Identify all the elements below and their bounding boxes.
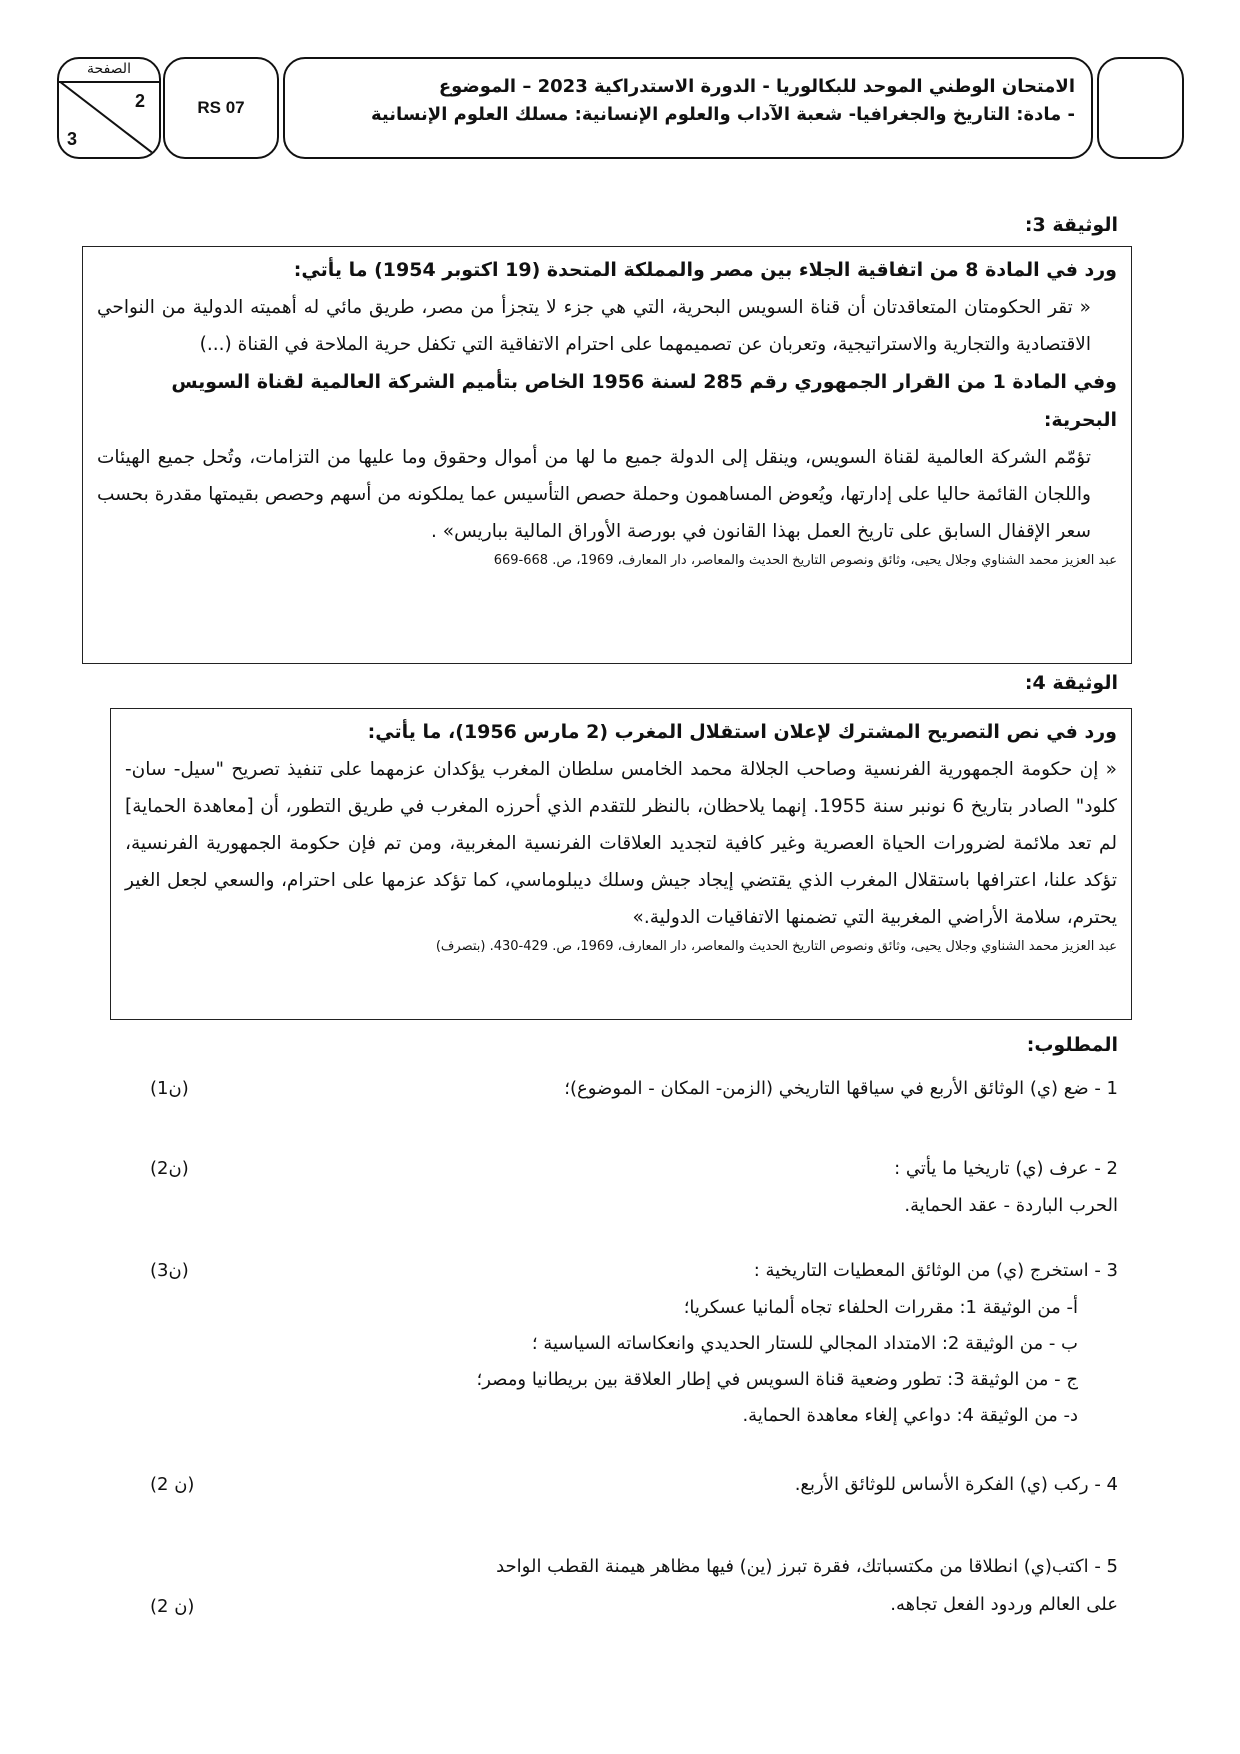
doc3-label: الوثيقة 3: <box>1024 214 1118 236</box>
task-5 <box>120 1548 1118 1624</box>
task-1 <box>120 1070 1118 1108</box>
task-4-points: (2 ن) <box>150 1474 195 1495</box>
task-3-item-b: ب - من الوثيقة 2: الامتداد المجالي للستار الحديدي وانعكاساته السياسية ؛ <box>531 1333 1078 1354</box>
doc4-frame <box>110 708 1132 1020</box>
task-3-points: (3ن) <box>150 1260 189 1281</box>
exam-title-line1: الامتحان الوطني الموحد للبكالوريا - الدورة الاستدراكية 2023 – الموضوع <box>438 76 1075 97</box>
exam-title-line2: - مادة: التاريخ والجغرافيا- شعبة الآداب والعلوم الإنسانية: مسلك العلوم الإنسانية <box>370 104 1075 125</box>
doc4-quote: « إن حكومة الجمهورية الفرنسية وصاحب الجلالة محمد الخامس سلطان المغرب يؤكدان عزمهما على تنفيذ تصريح "سيل- سان- كلود" الصادر بتاريخ 6 نونبر سنة 1955. إنهما يلاحظان، بالنظر للتقدم الذي أحرزه المغرب في طريق التطور، أن [معاهدة الحماية] لم تعد ملائمة لضرورات الحياة العصرية وغير كافية لتجديد العلاقات الفرنسية المغربية، ومن تم فإن حكومة الجمهورية الفرنسية، تؤكد علنا، اعترافها باستقلال المغرب الذي يقتضي إيجاد جيش وسلك ديبلوماسي، كما تؤكد عزمها على احترام، والسعي لجعل الغير يحترم، سلامة الأراضي المغربية التي تضمنها الاتفاقيات الدولية.» <box>125 759 1117 928</box>
task-3-item-c: ج - من الوثيقة 3: تطور وضعية قناة السويس في إطار العلاقة بين بريطانيا ومصر؛ <box>476 1369 1078 1390</box>
task-5-points: (2 ن) <box>150 1596 195 1617</box>
task-2-text: 2 - عرف (ي) تاريخيا ما يأتي : <box>894 1158 1118 1179</box>
doc3-quote2: تؤمّم الشركة العالمية لقناة السويس، وينقل إلى الدولة جميع ما لها من أموال وحقوق وما عليها من التزامات، وتُحل جميع الهيئات واللجان القائمة حاليا على إدارتها، ويُعوض المساهمون وحملة حصص التأسيس عما يملكونه من أسهم وحصص بقيمتها مقدرة بحسب سعر الإقفال السابق على تاريخ العمل بهذا القانون في بورصة الأوراق المالية بباريس» . <box>97 447 1091 542</box>
task-2-points: (2ن) <box>150 1158 189 1179</box>
doc3-quote1: « تقر الحكومتان المتعاقدتان أن قناة السويس البحرية، التي هي جزء لا يتجزأ من مصر، طريق مائي له أهميته الدولية من النواحي الاقتصادية والتجارية والاستراتيجية، وتعربان عن تصميمهما على احترام الاتفاقية التي تكفل حرية الملاحة في القناة (...) <box>97 297 1091 355</box>
page-current: 2 <box>135 91 146 111</box>
doc4-label: الوثيقة 4: <box>1024 672 1118 694</box>
task-1-points: (1ن) <box>150 1078 189 1099</box>
tasks-heading: المطلوب: <box>1026 1034 1118 1056</box>
doc3-frame <box>82 246 1132 664</box>
page-label: الصفحة <box>59 59 159 83</box>
page-number-box <box>57 57 161 159</box>
doc4-source: عبد العزيز محمد الشناوي وجلال يحيى، وثائق ونصوص التاريخ الحديث والمعاصر، دار المعارف، 1969، ص. 429-430. (بتصرف) <box>435 939 1117 954</box>
doc4-intro: ورد في نص التصريح المشترك لإعلان استقلال المغرب (2 مارس 1956)، ما يأتي: <box>367 721 1117 743</box>
exam-code: RS 07 <box>163 57 279 159</box>
blank-header-box <box>1097 57 1184 159</box>
doc3-source: عبد العزيز محمد الشناوي وجلال يحيى، وثائق ونصوص التاريخ الحديث والمعاصر، دار المعارف، 1969، ص. 668-669 <box>493 553 1117 568</box>
task-5-line1: 5 - اكتب(ي) انطلاقا من مكتسباتك، فقرة تبرز (ين) فيها مظاهر هيمنة القطب الواحد <box>496 1556 1118 1577</box>
task-3-item-d: د- من الوثيقة 4: دواعي إلغاء معاهدة الحماية. <box>742 1405 1078 1426</box>
task-1-text: 1 - ضع (ي) الوثائق الأربع في سياقها التاريخي (الزمن- المكان - الموضوع)؛ <box>564 1078 1118 1099</box>
task-3-item-a: أ- من الوثيقة 1: مقررات الحلفاء تجاه ألمانيا عسكريا؛ <box>683 1297 1078 1318</box>
task-4 <box>120 1466 1118 1504</box>
doc3-intro2: وفي المادة 1 من القرار الجمهوري رقم 285 لسنة 1956 الخاص بتأميم الشركة العالمية لقناة السويس البحرية: <box>171 371 1117 431</box>
task-2-sub: الحرب الباردة - عقد الحماية. <box>904 1195 1118 1216</box>
task-3-text: 3 - استخرج (ي) من الوثائق المعطيات التاريخية : <box>753 1260 1118 1281</box>
task-5-line2: على العالم وردود الفعل تجاهه. <box>890 1594 1118 1615</box>
task-3 <box>120 1252 1118 1434</box>
doc3-intro1: ورد في المادة 8 من اتفاقية الجلاء بين مصر والمملكة المتحدة (19 اكتوبر 1954) ما يأتي: <box>293 259 1117 281</box>
task-2 <box>120 1150 1118 1224</box>
exam-title-box <box>283 57 1093 159</box>
page-total: 3 <box>67 129 78 149</box>
task-4-text: 4 - ركب (ي) الفكرة الأساس للوثائق الأربع. <box>794 1474 1118 1495</box>
